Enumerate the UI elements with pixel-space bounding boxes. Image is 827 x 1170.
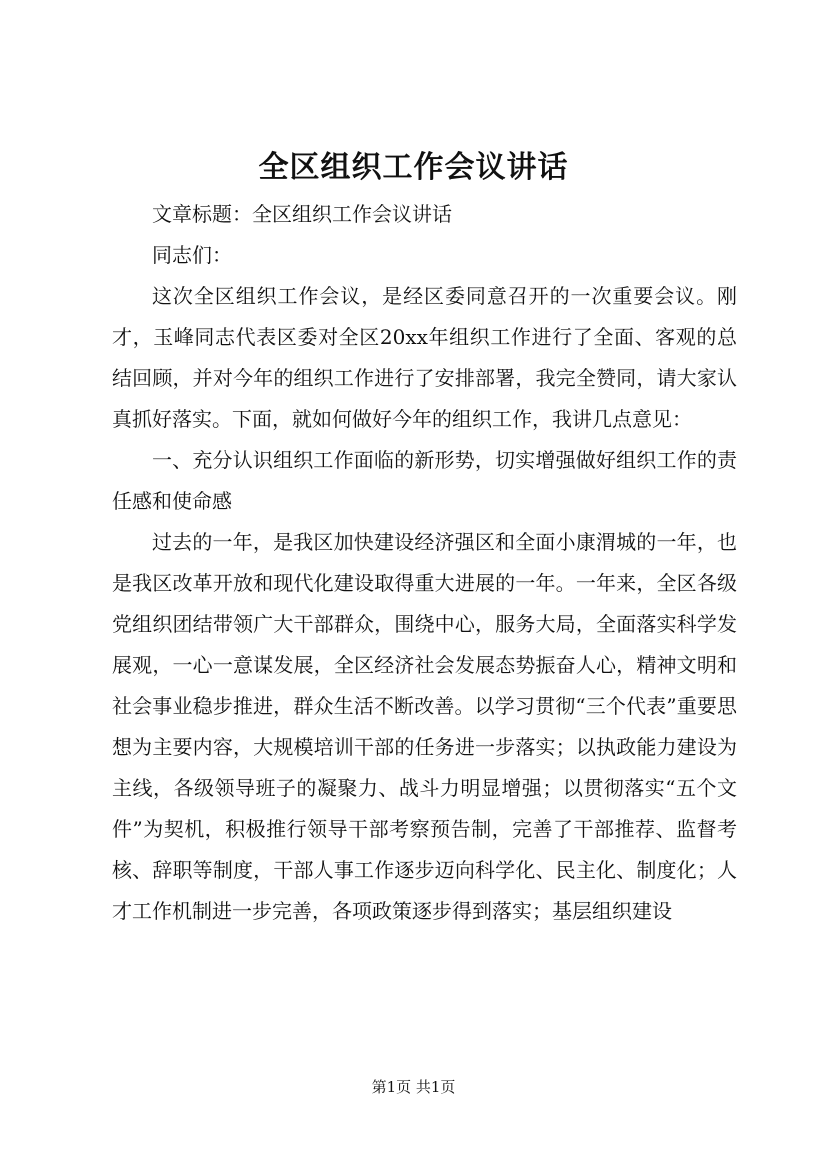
- document-title: 全区组织工作会议讲话: [258, 150, 569, 185]
- salutation: 同志们：: [152, 243, 232, 267]
- document-body: [112, 194, 737, 932]
- intro-paragraph: 这次全区组织工作会议，是经区委同意召开的一次重要会议。刚才，玉峰同志代表区委对全区20xx年组织工作进行了全面、客观的总结回顾，并对今年的组织工作进行了安排部署，我完全赞同，请大家认真抓好落实。下面，就如何做好今年的组织工作，我讲几点意见：: [112, 284, 737, 431]
- body-paragraph: 过去的一年，是我区加快建设经济强区和全面小康渭城的一年，也是我区改革开放和现代化建设取得重大进展的一年。一年来，全区各级党组织团结带领广大干部群众，围绕中心，服务大局，全面落实科学发展观，一心一意谋发展，全区经济社会发展态势振奋人心，精神文明和社会事业稳步推进，群众生活不断改善。以学习贯彻“三个代表”重要思想为主要内容，大规模培训干部的任务进一步落实；以执政能力建设为主线，各级领导班子的凝聚力、战斗力明显增强；以贯彻落实“五个文件”为契机，积极推行领导干部考察预告制，完善了干部推荐、监督考核、辞职等制度，干部人事工作逐步迈向科学化、民主化、制度化；人才工作机制进一步完善，各项政策逐步得到落实；基层组织建设: [112, 530, 737, 923]
- article-title-line: 文章标题：全区组织工作会议讲话: [152, 202, 452, 226]
- page-footer: 第1页 共1页: [371, 1078, 456, 1096]
- section-heading-1: 一、充分认识组织工作面临的新形势，切实增强做好组织工作的责任感和使命感: [112, 448, 737, 513]
